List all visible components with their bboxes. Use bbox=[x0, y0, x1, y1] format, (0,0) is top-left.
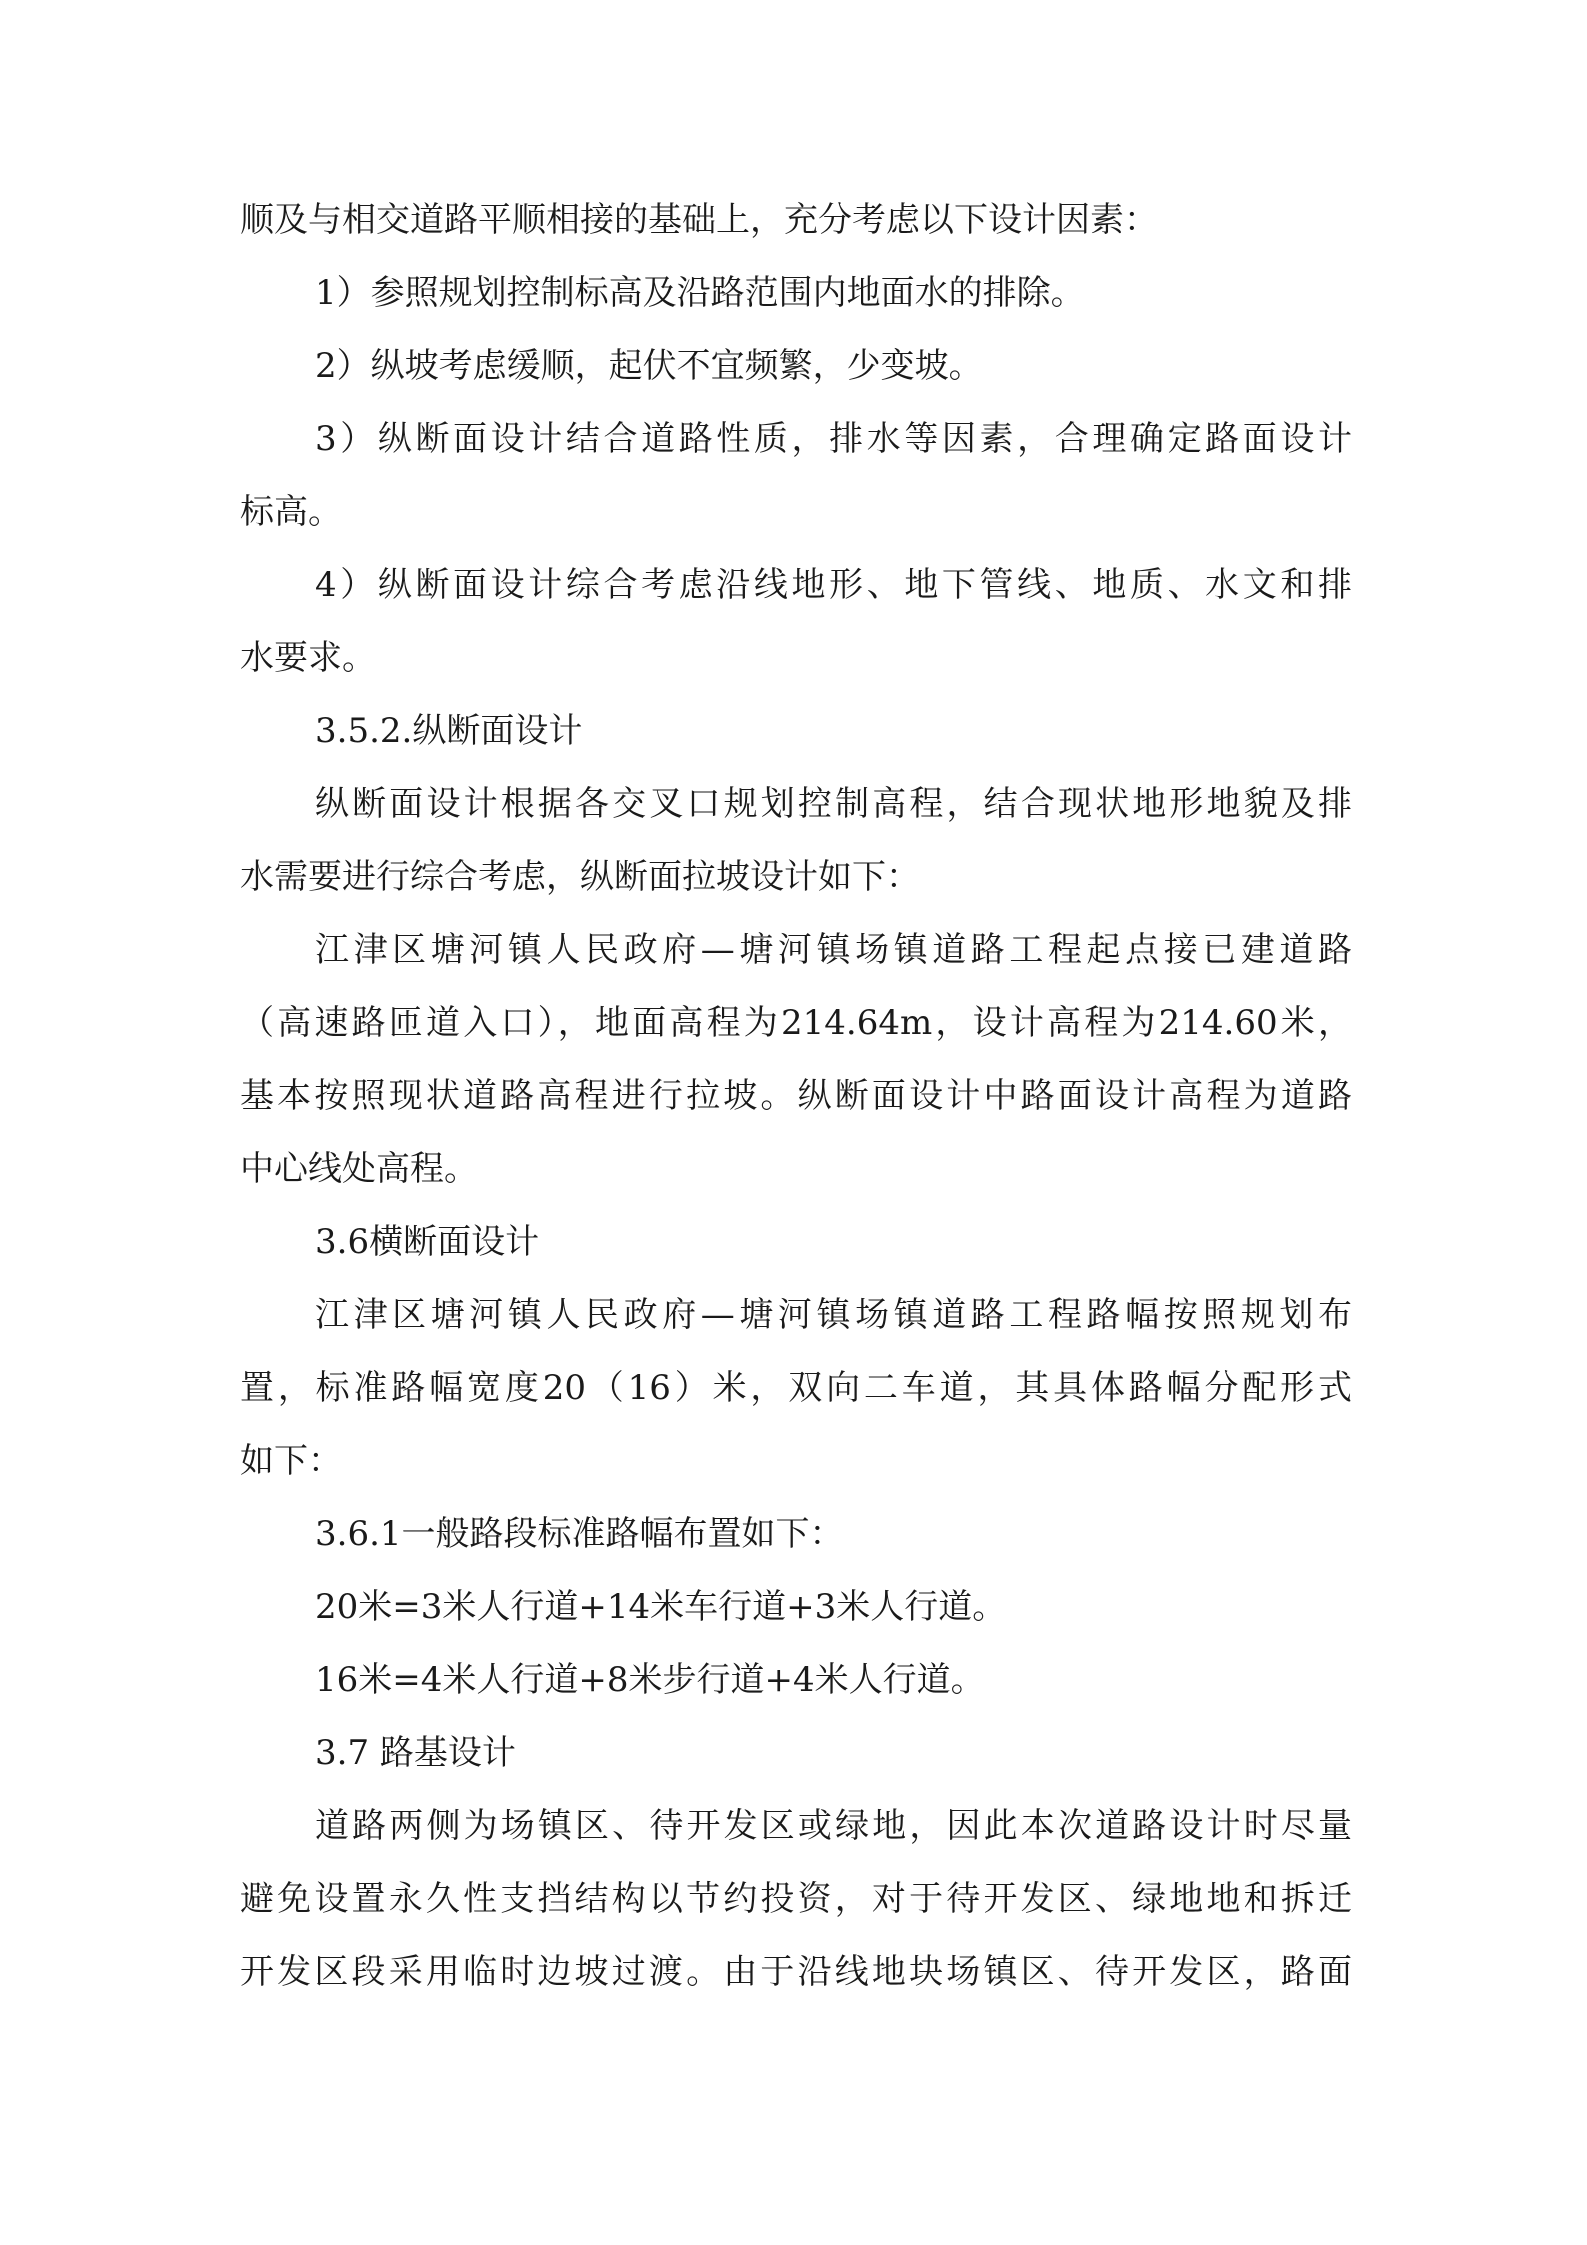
text-line: 如下： bbox=[240, 1441, 342, 1481]
text-line: 1）参照规划控制标高及沿路范围内地面水的排除。 bbox=[315, 273, 1085, 313]
text-line: （高速路匝道入口），地面高程为214.64m，设计高程为214.60米， bbox=[240, 1003, 1352, 1043]
text-line: 20米=3米人行道+14米车行道+3米人行道。 bbox=[315, 1587, 1007, 1627]
text-line: 2）纵坡考虑缓顺，起伏不宜频繁，少变坡。 bbox=[315, 346, 983, 386]
text-line: 4）纵断面设计综合考虑沿线地形、地下管线、地质、水文和排 bbox=[315, 565, 1352, 605]
section-heading: 3.6横断面设计 bbox=[315, 1222, 540, 1262]
text-line: 水要求。 bbox=[240, 638, 376, 678]
text-line: 开发区段采用临时边坡过渡。由于沿线地块场镇区、待开发区，路面 bbox=[240, 1952, 1352, 1992]
section-heading: 3.6.1一般路段标准路幅布置如下： bbox=[315, 1514, 844, 1554]
text-line: 避免设置永久性支挡结构以节约投资，对于待开发区、绿地地和拆迁 bbox=[240, 1879, 1352, 1919]
text-line: 16米=4米人行道+8米步行道+4米人行道。 bbox=[315, 1660, 985, 1700]
section-heading: 3.7 路基设计 bbox=[315, 1733, 516, 1773]
text-line: 水需要进行综合考虑，纵断面拉坡设计如下： bbox=[240, 857, 920, 897]
text-line: 道路两侧为场镇区、待开发区或绿地，因此本次道路设计时尽量 bbox=[315, 1806, 1352, 1846]
section-heading: 3.5.2.纵断面设计 bbox=[315, 711, 583, 751]
text-line: 顺及与相交道路平顺相接的基础上，充分考虑以下设计因素： bbox=[240, 200, 1158, 240]
text-line: 纵断面设计根据各交叉口规划控制高程，结合现状地形地貌及排 bbox=[315, 784, 1352, 824]
text-line: 中心线处高程。 bbox=[240, 1149, 478, 1189]
document-body bbox=[240, 184, 1352, 2009]
text-line: 江津区塘河镇人民政府—塘河镇场镇道路工程路幅按照规划布 bbox=[315, 1295, 1352, 1335]
text-line: 基本按照现状道路高程进行拉坡。纵断面设计中路面设计高程为道路 bbox=[240, 1076, 1352, 1116]
text-line: 置，标准路幅宽度20（16）米，双向二车道，其具体路幅分配形式 bbox=[240, 1368, 1352, 1408]
text-line: 3）纵断面设计结合道路性质，排水等因素，合理确定路面设计 bbox=[315, 419, 1352, 459]
text-line: 江津区塘河镇人民政府—塘河镇场镇道路工程起点接已建道路 bbox=[315, 930, 1352, 970]
text-line: 标高。 bbox=[240, 492, 342, 532]
